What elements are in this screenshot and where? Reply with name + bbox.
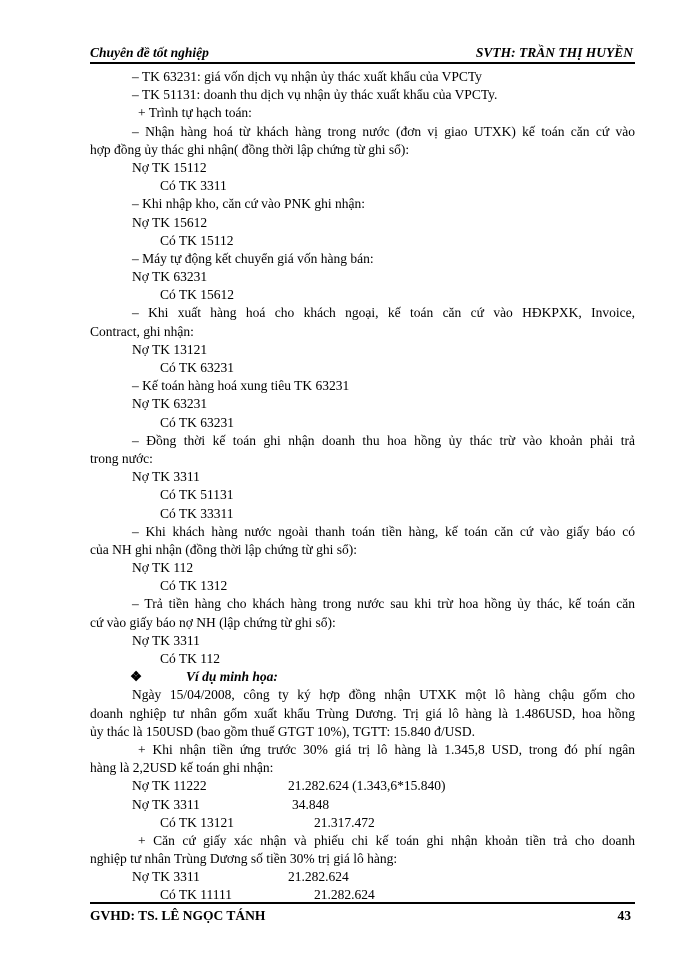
journal-credit: Có TK 63231	[160, 414, 235, 430]
text-line: hàng là 2,2USD kế toán ghi nhận:	[90, 760, 274, 776]
journal-amount: 34.848	[292, 796, 330, 812]
text-line: cứ vào giấy báo nợ NH (lập chứng từ ghi sổ):	[90, 614, 336, 630]
journal-entry-row	[90, 868, 635, 886]
example-heading	[90, 668, 635, 686]
journal-credit: Có TK 1312	[160, 578, 228, 594]
journal-credit: Có TK 33311	[160, 505, 234, 521]
text-line: ủy thác là 150USD (bao gồm thuế GTGT 10%), TGTT: 15.840 đ/USD.	[90, 723, 476, 739]
journal-credit: Có TK 51131	[160, 487, 234, 503]
text-line: trong nước:	[90, 450, 153, 466]
journal-amount: 21.317.472	[314, 814, 375, 830]
journal-entry-row	[90, 814, 635, 832]
text-line: – TK 51131: doanh thu dịch vụ nhận ủy thác xuất khẩu của VPCTy.	[132, 87, 498, 103]
text-line: Ngày 15/04/2008, công ty ký hợp đồng nhận UTXK một lô hàng chậu gốm cho	[132, 687, 635, 703]
journal-amount: 21.282.624 (1.343,6*15.840)	[288, 778, 446, 794]
journal-credit: Có TK 15112	[160, 232, 234, 248]
journal-debit: Nợ TK 15112	[132, 159, 207, 175]
text-line: – Đồng thời kế toán ghi nhận doanh thu hoa hồng ủy thác trừ vào khoản phải trả	[132, 432, 635, 448]
diamond-bullet-icon: ❖	[130, 669, 143, 685]
bullet-line: + Trình tự hạch toán:	[138, 105, 252, 121]
text-line: – Khi khách hàng nước ngoài thanh toán tiền hàng, kế toán căn cứ vào giấy báo có	[132, 523, 635, 539]
journal-credit: Có TK 63231	[160, 360, 235, 375]
bullet-line: + Căn cứ giấy xác nhận và phiếu chi kế toán ghi nhận khoản tiền trả cho doanh	[138, 832, 635, 848]
journal-account: Nợ TK 11222	[132, 778, 207, 794]
journal-account: Nợ TK 3311	[132, 869, 200, 885]
journal-debit: Nợ TK 3311	[132, 469, 200, 485]
page-footer	[90, 902, 635, 924]
journal-account: Có TK 13121	[160, 814, 235, 830]
text-line: – Trả tiền hàng cho khách hàng trong nước sau khi trừ hoa hồng ủy thác, kế toán căn	[132, 596, 635, 612]
journal-amount: 21.282.624	[314, 887, 375, 903]
journal-debit: Nợ TK 112	[132, 560, 194, 576]
journal-debit: Nợ TK 63231	[132, 269, 208, 285]
text-line: – Khi nhập kho, căn cứ vào PNK ghi nhận:	[132, 196, 366, 212]
journal-credit: Có TK 15612	[160, 287, 235, 303]
journal-entry-row	[90, 796, 635, 814]
journal-credit: Có TK 112	[160, 651, 221, 666]
text-line: – Máy tự động kết chuyển giá vốn hàng bán:	[132, 250, 374, 266]
example-title: Ví dụ minh họa:	[186, 669, 278, 685]
text-line: – Khi xuất hàng hoá cho khách ngoại, kế toán căn cứ vào HĐKPXK, Invoice,	[132, 305, 635, 321]
journal-credit: Có TK 3311	[160, 178, 227, 194]
header-author: SVTH: TRẦN THỊ HUYỀN	[475, 45, 633, 60]
text-line: doanh nghiệp tư nhân gốm xuất khẩu Trùng Dương. Trị giá lô hàng là 1.486USD, hoa hồng	[90, 705, 635, 721]
text-line: hợp đồng ủy thác ghi nhận( đồng thời lập chứng từ ghi sổ):	[90, 141, 410, 157]
footer-advisor: GVHD: TS. LÊ NGỌC TÁNH	[90, 908, 266, 923]
text-line: – Nhận hàng hoá từ khách hàng trong nước (đơn vị giao UTXK) kế toán căn cứ vào	[132, 123, 635, 139]
text-line: nghiệp tư nhân Trùng Dương số tiền 30% trị giá lô hàng:	[90, 851, 398, 867]
journal-debit: Nợ TK 15612	[132, 214, 208, 230]
text-line: của NH ghi nhận (đồng thời lập chứng từ ghi sổ):	[90, 541, 357, 557]
text-line: Contract, ghi nhận:	[90, 323, 194, 339]
journal-debit: Nợ TK 3311	[132, 632, 200, 648]
text-line: – TK 63231: giá vốn dịch vụ nhận ủy thác xuất khẩu của VPCTy	[132, 69, 482, 84]
journal-account: Có TK 11111	[160, 887, 233, 903]
journal-entry-row	[90, 777, 635, 795]
journal-debit: Nợ TK 63231	[132, 396, 208, 412]
page-body	[90, 68, 635, 905]
bullet-line: + Khi nhận tiền ứng trước 30% giá trị lô hàng là 1.345,8 USD, trong đó phí ngân	[138, 741, 635, 757]
page-header	[90, 44, 635, 64]
page-number: 43	[617, 908, 631, 923]
header-title: Chuyên đề tốt nghiệp	[90, 45, 209, 60]
text-line: – Kế toán hàng hoá xung tiêu TK 63231	[132, 378, 350, 394]
journal-amount: 21.282.624	[288, 869, 349, 885]
journal-account: Nợ TK 3311	[132, 796, 200, 812]
journal-debit: Nợ TK 13121	[132, 341, 208, 357]
